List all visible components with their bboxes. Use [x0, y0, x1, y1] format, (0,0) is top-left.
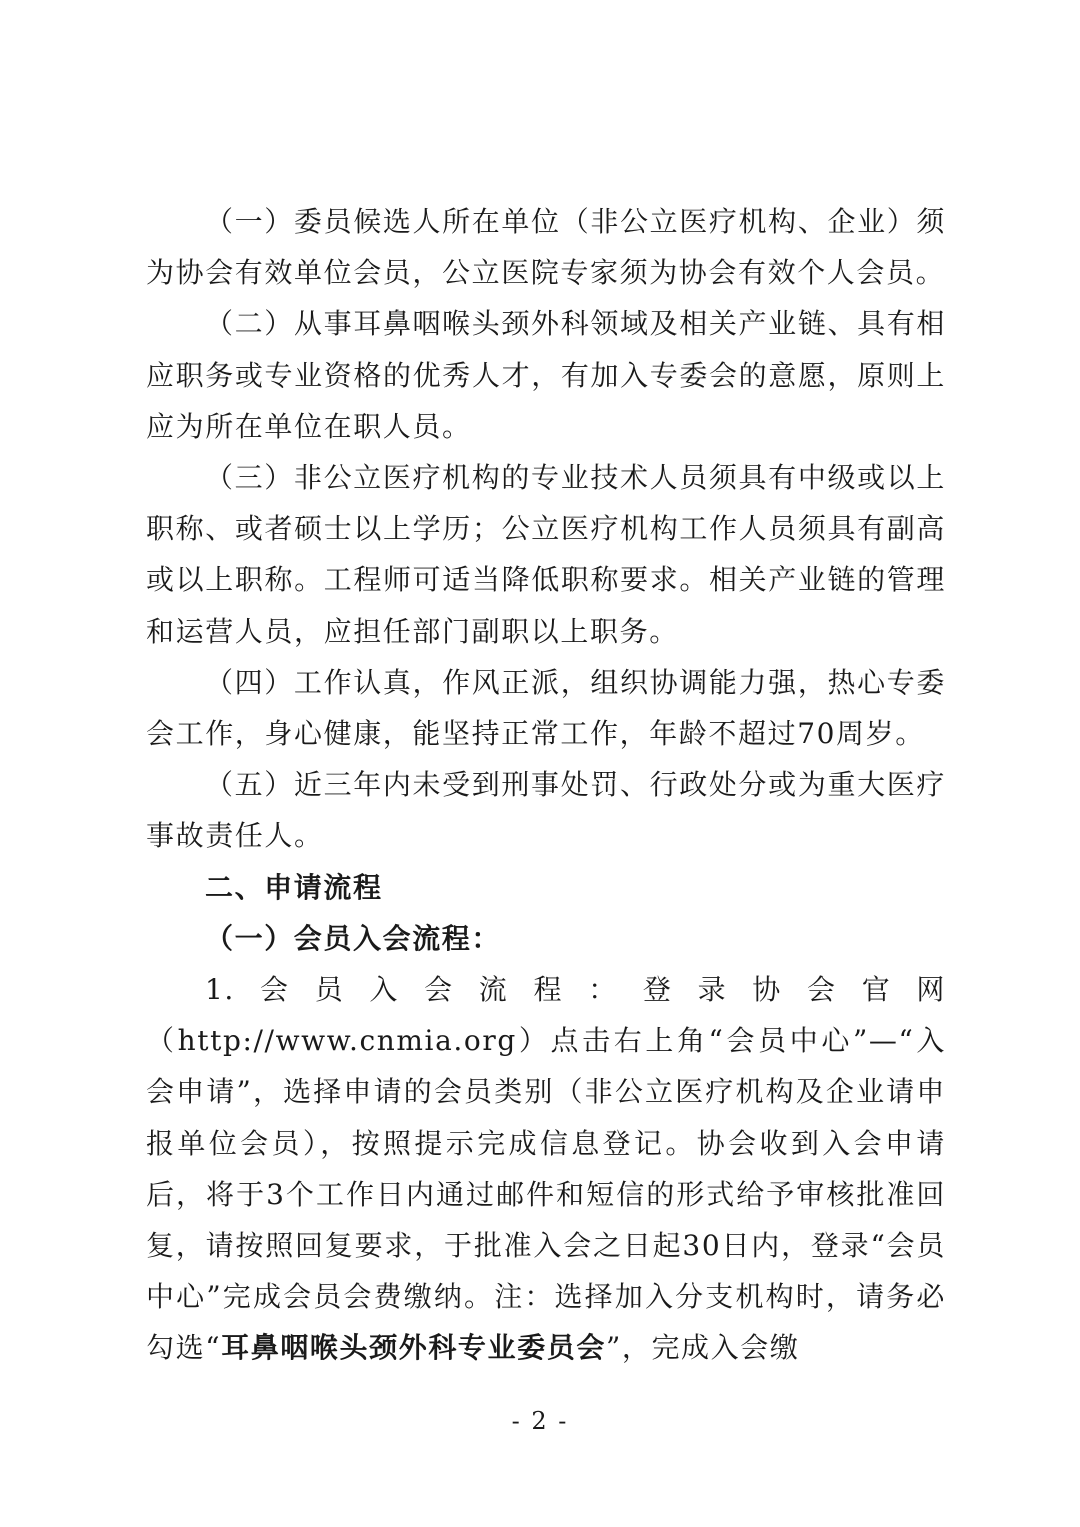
requirement-paragraph-3: （三）非公立医疗机构的专业技术人员须具有中级或以上职称、或者硕士以上学历；公立医疗机构工作人员须具有副高或以上职称。工程师可适当降低职称要求。相关产业链的管理和运营人员，应担任部门副职以上职务。 [146, 461, 946, 648]
requirement-paragraph-5: （五）近三年内未受到刑事处罚、行政处分或为重大医疗事故责任人。 [146, 768, 946, 853]
section-heading: 二、申请流程 [205, 870, 383, 904]
document-body [146, 196, 946, 1374]
requirement-paragraph-4: （四）工作认真，作风正派，组织协调能力强，热心专委会工作，身心健康，能坚持正常工作，年龄不超过70周岁。 [146, 665, 946, 751]
requirement-paragraph-2: （二）从事耳鼻咽喉头颈外科领域及相关产业链、具有相应职务或专业资格的优秀人才，有加入专委会的意愿，原则上应为所在单位在职人员。 [146, 307, 946, 443]
membership-process-paragraph [146, 964, 946, 1374]
process-text: 1.会员入会流程：登录协会官网（http://www.cnmia.org）点击右上角“会员中心”—“入会申请”，选择申请的会员类别（非公立医疗机构及企业请申报单位会员），按照提示完成信息登记。协会收到入会申请后，将于3个工作日内通过邮件和短信的形式给予审核批准回复，请按照回复要求，于批准入会之日起30日内，登录“会员中心”完成会员会费缴纳。注：选择加入分支机构时，请务必勾选“ [146, 973, 946, 1365]
committee-name: 耳鼻咽喉头颈外科专业委员会 [221, 1331, 606, 1365]
requirement-paragraph-1: （一）委员候选人所在单位（非公立医疗机构、企业）须为协会有效单位会员，公立医院专家须为协会有效个人会员。 [146, 205, 946, 290]
sub-heading: （一）会员入会流程： [205, 921, 502, 955]
page-number: - 2 - [511, 1407, 569, 1435]
process-text-tail: ”，完成入会缴 [605, 1331, 800, 1365]
